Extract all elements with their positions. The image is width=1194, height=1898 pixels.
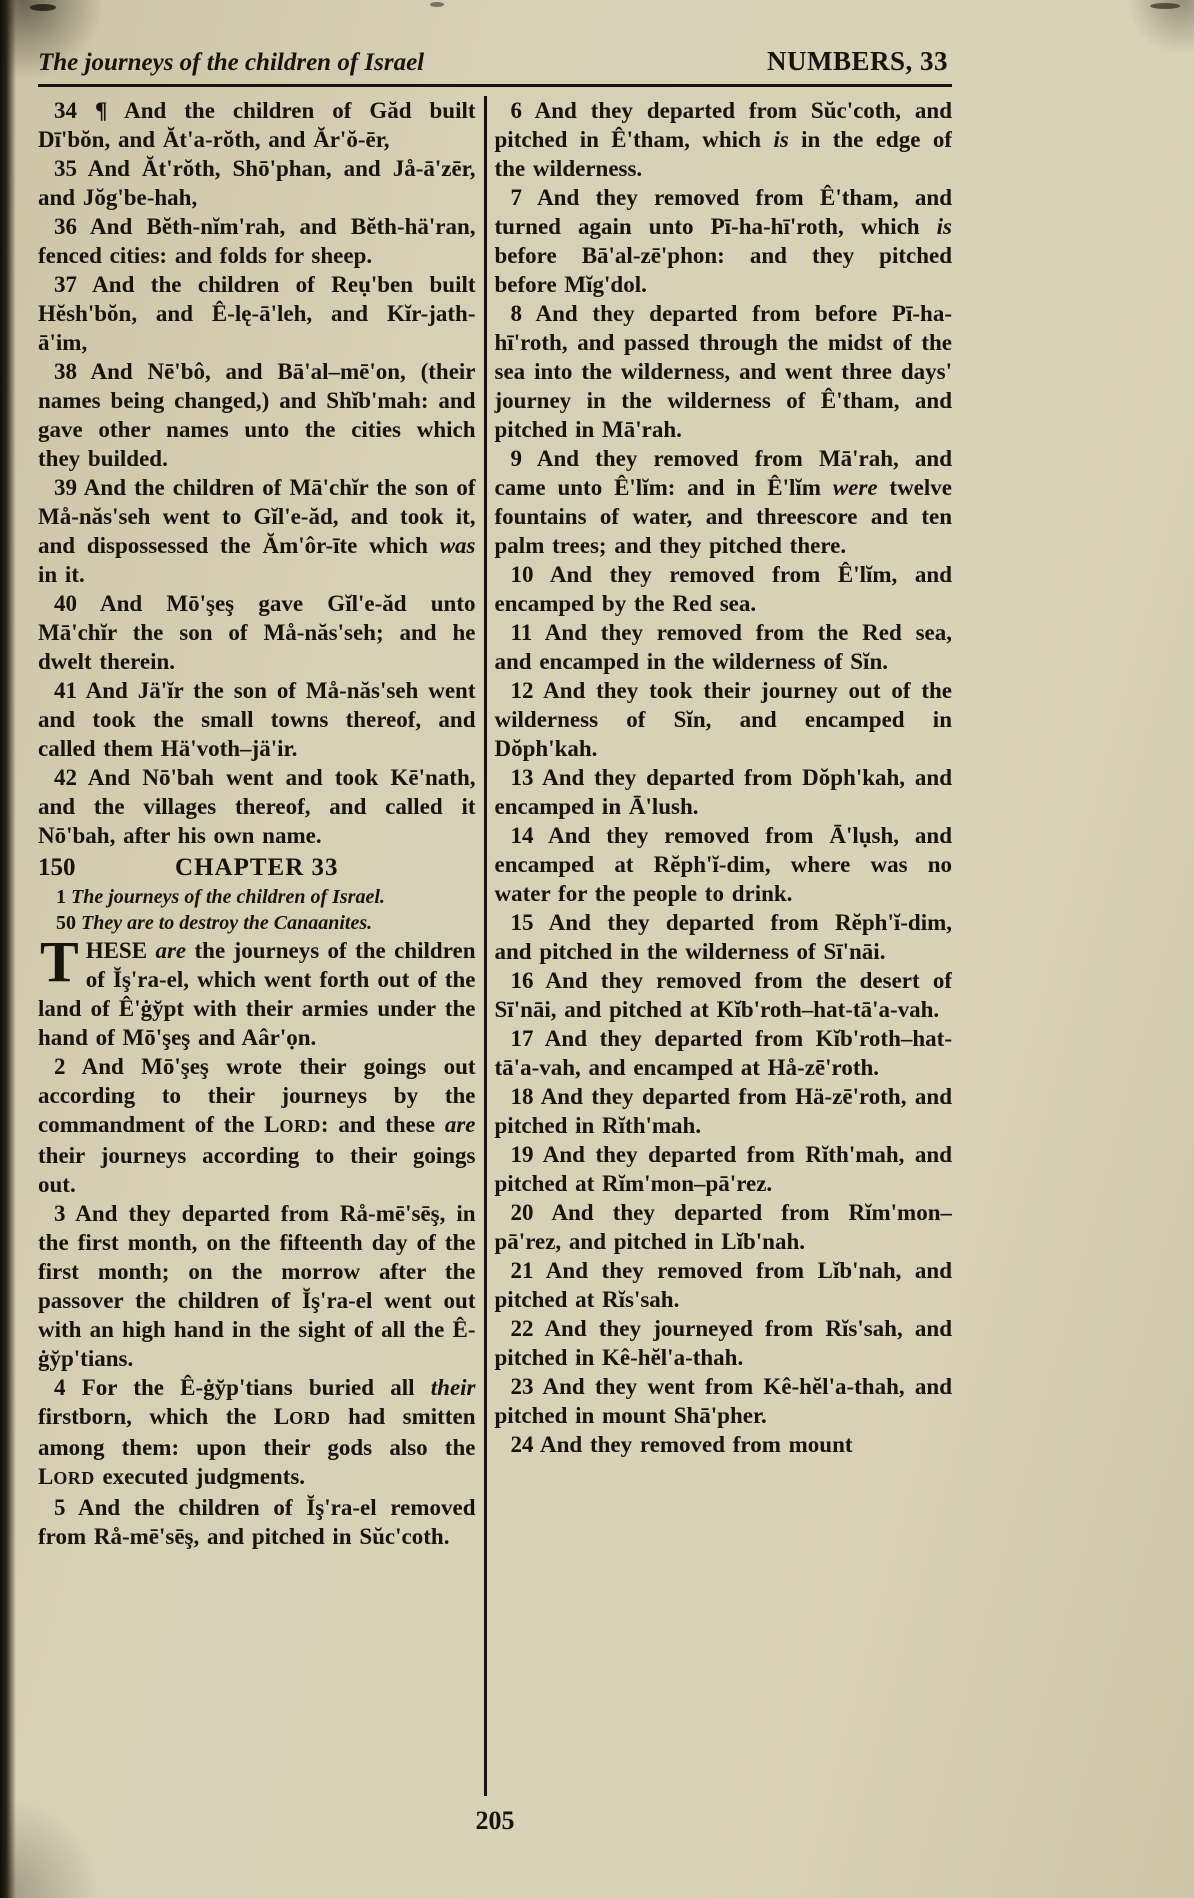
chapter-heading <box>38 852 476 884</box>
text-columns <box>38 96 952 1796</box>
divine-name: LORD <box>38 1464 95 1489</box>
right-column <box>495 96 952 1796</box>
verse: 2 And Mō'şeş wrote their goings out according to their journeys by the commandment of the LORD: and these are their journeys according to their goings out. <box>38 1054 476 1197</box>
summary-text: The journeys of the children of Israel. <box>71 886 385 908</box>
verse: 4 For the Ê-ġy̆p'tians buried all their firstborn, which the LORD had smitten among them: upon their gods also the LORD executed judgments. <box>38 1375 476 1489</box>
header-rule <box>38 84 952 87</box>
chapter-summary <box>38 884 476 910</box>
verse: 6 And they departed from Sŭc'coth, and pitched in Ê'tham, which is in the edge of the wilderness. <box>494 98 952 181</box>
divine-name: LORD <box>264 1112 321 1137</box>
summary-verse-ref: 50 <box>56 912 81 934</box>
book-chapter-ref: NUMBERS, 33 <box>766 46 948 76</box>
verse: 41 And Jä'ĭr the son of Må-năs'seh went and took the small towns thereof, and called them Hä'voth–jä'ir. <box>38 678 476 761</box>
verse: 39 And the children of Mā'chĭr the son of Må-năs'seh went to Gĭl'e-ăd, and took it, and dispossessed the Ăm'ôr-īte which was in it. <box>38 475 476 587</box>
verse: 12 And they took their journey out of the wilderness of Sĭn, and encamped in Dŏph'kah. <box>494 678 952 761</box>
verse: 38 And Nē'bô, and Bā'al–mē'on, (their names being changed,) and Shĭb'mah: and gave other names unto the cities which they builded. <box>38 359 476 471</box>
verse: 13 And they departed from Dŏph'kah, and encamped in Ā'lush. <box>494 765 952 819</box>
summary-text: They are to destroy the Canaanites. <box>81 912 373 934</box>
verse: 37 And the children of Reụ'ben built Hĕsh'bŏn, and Ê-lę-ā'leh, and Kĭr-jath-ā'im, <box>38 272 476 355</box>
verse: 19 And they departed from Rĭth'mah, and pitched at Rĭm'mon–pā'rez. <box>494 1142 952 1196</box>
chapter-summary <box>38 910 476 936</box>
verse: 15 And they departed from Rĕph'ĭ-dim, and pitched in the wilderness of Sī'nāi. <box>494 910 952 964</box>
verse: 23 And they went from Kê-hĕl'a-thah, and pitched in mount Shā'pher. <box>494 1374 952 1428</box>
verse: 42 And Nō'bah went and took Kē'nath, and the villages thereof, and called it Nō'bah, after his own name. <box>38 765 476 848</box>
verse: 36 And Bĕth-nĭm'rah, and Bĕth-hä'ran, fenced cities: and folds for sheep. <box>38 214 476 268</box>
chapter-title: CHAPTER 33 <box>175 854 339 881</box>
verse: 24 And they removed from mount <box>510 1432 853 1457</box>
verse: 9 And they removed from Mā'rah, and came unto Ê'lĭm: and in Ê'lĭm were twelve fountains of water, and threescore and ten palm trees; and they pitched there. <box>494 446 952 558</box>
verse: 7 And they removed from Ê'tham, and turned again unto Pī-ha-hī'roth, which is before Bā'al-zē'phon: and they pitched before Mĭg'dol. <box>494 185 952 297</box>
verse: 14 And they removed from Ā'lụsh, and encamped at Rĕph'ĭ-dim, where was no water for the people to drink. <box>494 823 952 906</box>
verse: 22 And they journeyed from Rĭs'sah, and pitched in Kê-hĕl'a-thah. <box>494 1316 952 1370</box>
verse: 18 And they departed from Hä-zē'roth, and pitched in Rĭth'mah. <box>494 1084 952 1138</box>
running-head-title: The journeys of the children of Israel <box>38 49 425 76</box>
chapter-ref-number: 150 <box>38 854 76 881</box>
verse: 20 And they departed from Rĭm'mon–pā'rez, and pitched in Lĭb'nah. <box>494 1200 952 1254</box>
verse: 35 And Ăt'rŏth, Shō'phan, and Jå-ā'zēr, and Jŏg'be-hah, <box>38 156 476 210</box>
divine-name: LORD <box>273 1404 331 1429</box>
verse: 8 And they departed from before Pī-ha-hī'roth, and passed through the midst of the sea into the wilderness, and went three days' journey in the wilderness of Ê'tham, and pitched in Mā'rah. <box>494 301 952 442</box>
left-column <box>38 96 476 1796</box>
verse: 11 And they removed from the Red sea, and encamped in the wilderness of Sĭn. <box>494 620 952 674</box>
verse: 5 And the children of Ĭş'ra-el removed from Rå-mē'sēş, and pitched in Sŭc'coth. <box>38 1495 476 1549</box>
page-number: 205 <box>475 1806 515 1835</box>
verse: 34 ¶ And the children of Găd built Dī'bŏn, and Ăt'a-rŏth, and Ăr'ŏ-ēr, <box>38 98 476 152</box>
opening-verse: THESE are the journeys of the children of Ĭş'ra-el, which went forth out of the land of Ê'ġy̆pt with their armies under the hand of Mō'şeş and Aâr'ọn. <box>38 929 476 1050</box>
verse: 40 And Mō'şeş gave Gĭl'e-ăd unto Mā'chĭr the son of Må-năs'seh; and he dwelt therein. <box>38 591 476 674</box>
verse: 3 And they departed from Rå-mē'sēş, in the first month, on the fifteenth day of the first month; on the morrow after the passover the children of Ĭş'ra-el went out with an high hand in the sight of all the Ê-ġy̆p'tians. <box>38 1201 476 1371</box>
verse: 21 And they removed from Lĭb'nah, and pitched at Rĭs'sah. <box>494 1258 952 1312</box>
running-header <box>38 46 952 77</box>
verse: 17 And they departed from Kĭb'roth–hat-tā'a-vah, and encamped at Hå-zē'roth. <box>494 1026 952 1080</box>
verse: 10 And they removed from Ê'lĭm, and encamped by the Red sea. <box>494 562 952 616</box>
summary-verse-ref: 1 <box>56 886 71 908</box>
verse: 16 And they removed from the desert of Sī'nāi, and pitched at Kĭb'roth–hat-tā'a-vah. <box>494 968 952 1022</box>
column-divider <box>484 96 487 1796</box>
drop-cap: T <box>40 929 79 994</box>
scan-artifact <box>1150 3 1180 9</box>
